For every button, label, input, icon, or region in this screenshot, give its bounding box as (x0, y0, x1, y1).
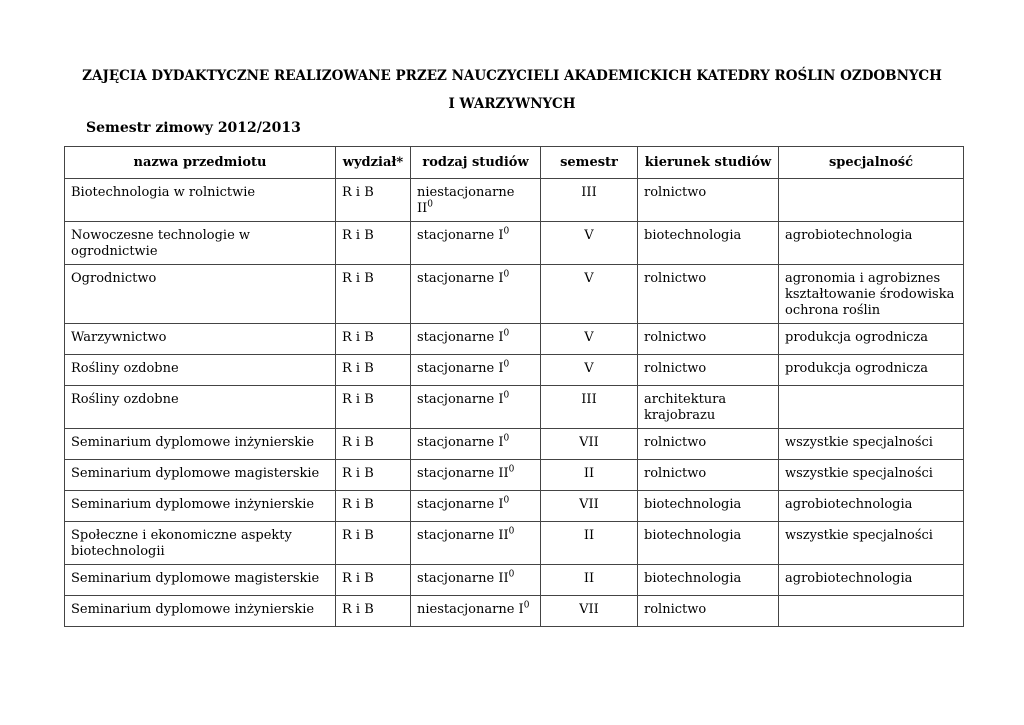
cell-field: rolnictwo (638, 265, 779, 324)
cell-study-type (411, 386, 541, 429)
cell-specialty: wszystkie specjalności (779, 429, 964, 460)
table-row (65, 596, 964, 627)
cell-study-type (411, 179, 541, 222)
degree-superscript: 0 (503, 226, 510, 237)
cell-faculty: R i B (336, 491, 411, 522)
cell-subject: Rośliny ozdobne (65, 355, 336, 386)
cell-field: rolnictwo (638, 324, 779, 355)
study-type-text: stacjonarne I (417, 435, 504, 450)
table-row (65, 429, 964, 460)
column-header-specialty: specjalność (779, 147, 964, 179)
column-header-semester: semestr (541, 147, 638, 179)
specialty-line: ochrona roślin (785, 303, 881, 318)
cell-subject: Seminarium dyplomowe inżynierskie (65, 491, 336, 522)
degree-superscript: 0 (508, 569, 515, 580)
cell-study-type (411, 429, 541, 460)
table-row (65, 179, 964, 222)
cell-semester: V (541, 355, 638, 386)
cell-specialty: wszystkie specjalności (779, 460, 964, 491)
degree-superscript: 0 (503, 495, 510, 506)
degree-superscript: 0 (503, 390, 510, 401)
table-row (65, 324, 964, 355)
cell-specialty: agrobiotechnologia (779, 222, 964, 265)
table-row (65, 265, 964, 324)
cell-field: biotechnologia (638, 522, 779, 565)
cell-specialty (779, 179, 964, 222)
cell-semester: V (541, 324, 638, 355)
cell-specialty: agrobiotechnologia (779, 491, 964, 522)
cell-faculty: R i B (336, 386, 411, 429)
table-row (65, 460, 964, 491)
cell-field: biotechnologia (638, 222, 779, 265)
cell-faculty: R i B (336, 596, 411, 627)
cell-study-type (411, 491, 541, 522)
column-header-faculty: wydział* (336, 147, 411, 179)
study-type-text: stacjonarne I (417, 361, 504, 376)
study-type-text: stacjonarne I (417, 497, 504, 512)
cell-faculty: R i B (336, 222, 411, 265)
cell-subject: Seminarium dyplomowe magisterskie (65, 565, 336, 596)
study-type-text: niestacjonarne II (417, 185, 515, 216)
cell-subject: Rośliny ozdobne (65, 386, 336, 429)
courses-table (64, 146, 964, 627)
degree-superscript: 0 (508, 526, 515, 537)
study-type-text: stacjonarne I (417, 271, 504, 286)
cell-subject: Seminarium dyplomowe inżynierskie (65, 429, 336, 460)
cell-faculty: R i B (336, 265, 411, 324)
cell-semester: II (541, 565, 638, 596)
cell-field: rolnictwo (638, 429, 779, 460)
cell-faculty: R i B (336, 460, 411, 491)
cell-specialty (779, 265, 964, 324)
cell-specialty: produkcja ogrodnicza (779, 324, 964, 355)
cell-faculty: R i B (336, 565, 411, 596)
cell-semester: III (541, 179, 638, 222)
study-type-text: stacjonarne I (417, 228, 504, 243)
degree-superscript: 0 (503, 269, 510, 280)
cell-faculty: R i B (336, 522, 411, 565)
degree-superscript: 0 (503, 433, 510, 444)
cell-study-type (411, 596, 541, 627)
column-header-field: kierunek studiów (638, 147, 779, 179)
cell-subject: Seminarium dyplomowe inżynierskie (65, 596, 336, 627)
cell-field: architektura krajobrazu (638, 386, 779, 429)
specialty-line: agronomia i agrobiznes (785, 271, 941, 286)
specialty-line: kształtowanie środowiska (785, 287, 955, 302)
degree-superscript: 0 (503, 359, 510, 370)
cell-field: biotechnologia (638, 565, 779, 596)
table-row (65, 386, 964, 429)
cell-field: biotechnologia (638, 491, 779, 522)
cell-subject: Warzywnictwo (65, 324, 336, 355)
cell-subject: Nowoczesne technologie w ogrodnictwie (65, 222, 336, 265)
cell-specialty (779, 596, 964, 627)
cell-semester: VII (541, 596, 638, 627)
degree-superscript: 0 (427, 199, 434, 210)
cell-semester: V (541, 265, 638, 324)
cell-field: rolnictwo (638, 179, 779, 222)
table-row (65, 522, 964, 565)
cell-specialty: wszystkie specjalności (779, 522, 964, 565)
document-title: ZAJĘCIA DYDAKTYCZNE REALIZOWANE PRZEZ NAUCZYCIELI AKADEMICKICH KATEDRY ROŚLIN OZDOBNYCH (82, 68, 942, 84)
cell-semester: V (541, 222, 638, 265)
document-title-continued: I WARZYWNYCH (448, 96, 576, 112)
cell-faculty: R i B (336, 429, 411, 460)
cell-study-type (411, 522, 541, 565)
cell-subject: Seminarium dyplomowe magisterskie (65, 460, 336, 491)
degree-superscript: 0 (508, 464, 515, 475)
cell-subject: Ogrodnictwo (65, 265, 336, 324)
cell-field: rolnictwo (638, 355, 779, 386)
semester-heading: Semestr zimowy 2012/2013 (86, 120, 301, 136)
column-header-study-type: rodzaj studiów (411, 147, 541, 179)
cell-specialty: produkcja ogrodnicza (779, 355, 964, 386)
cell-specialty (779, 386, 964, 429)
cell-semester: II (541, 522, 638, 565)
cell-field: rolnictwo (638, 596, 779, 627)
study-type-text: stacjonarne I (417, 392, 504, 407)
cell-faculty: R i B (336, 179, 411, 222)
cell-semester: II (541, 460, 638, 491)
degree-superscript: 0 (503, 328, 510, 339)
cell-semester: VII (541, 429, 638, 460)
cell-study-type (411, 324, 541, 355)
table-row (65, 355, 964, 386)
column-header-subject: nazwa przedmiotu (65, 147, 336, 179)
table-row (65, 491, 964, 522)
study-type-text: stacjonarne I (417, 330, 504, 345)
cell-study-type (411, 565, 541, 596)
cell-study-type (411, 265, 541, 324)
cell-semester: III (541, 386, 638, 429)
cell-field: rolnictwo (638, 460, 779, 491)
study-type-text: stacjonarne II (417, 528, 509, 543)
cell-study-type (411, 222, 541, 265)
study-type-text: stacjonarne II (417, 571, 509, 586)
cell-faculty: R i B (336, 355, 411, 386)
cell-study-type (411, 355, 541, 386)
cell-specialty: agrobiotechnologia (779, 565, 964, 596)
cell-semester: VII (541, 491, 638, 522)
cell-faculty: R i B (336, 324, 411, 355)
degree-superscript: 0 (523, 600, 530, 611)
study-type-text: stacjonarne II (417, 466, 509, 481)
cell-subject: Biotechnologia w rolnictwie (65, 179, 336, 222)
table-row (65, 565, 964, 596)
cell-study-type (411, 460, 541, 491)
table-header-row (65, 147, 964, 179)
cell-subject: Społeczne i ekonomiczne aspekty biotechnologii (65, 522, 336, 565)
table-row (65, 222, 964, 265)
study-type-text: niestacjonarne I (417, 602, 524, 617)
